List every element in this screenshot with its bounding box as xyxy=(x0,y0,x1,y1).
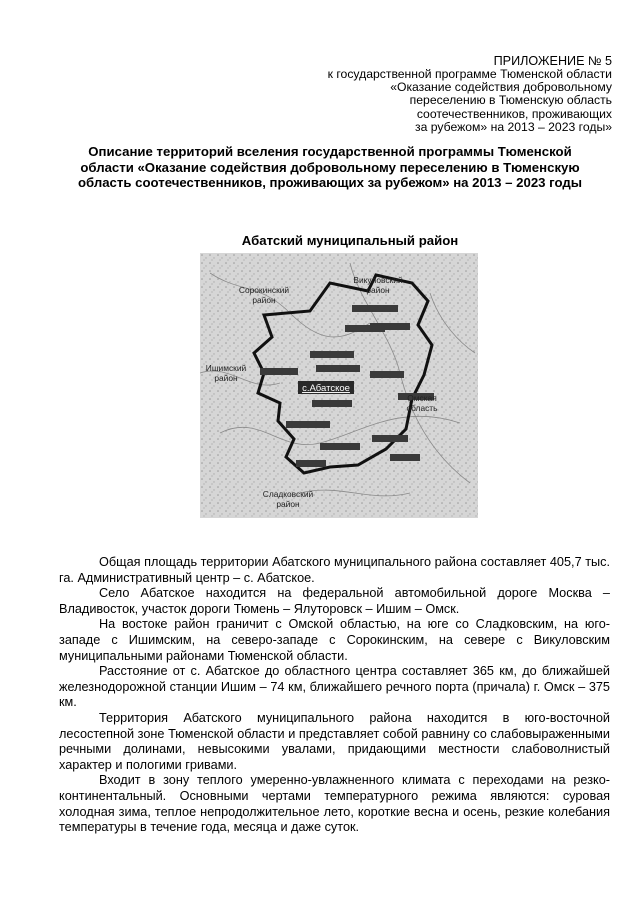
paragraph-territory: Территория Абатского муниципального района находится в юго-восточной лесостепной зоне Тюменской области и представляет собой равнину со слабовыраженными речными долинами, невысокими увалами, придающими местности слабоволнистый характер и пологими гривами. xyxy=(59,710,610,772)
center-label: с.Абатское xyxy=(302,383,350,394)
label-vikulovsky: Викуловский xyxy=(353,275,403,285)
section-title: Абатский муниципальный район xyxy=(241,233,459,248)
appendix-line: к государственной программе Тюменской области xyxy=(327,67,612,81)
label-sorokinsky: Сорокинский xyxy=(238,285,290,295)
label-omsk: Омская xyxy=(407,393,437,403)
appendix-line: соотечественников, проживающих xyxy=(416,106,612,121)
district-map-svg xyxy=(200,253,478,518)
label-sladkovsky-suffix: район xyxy=(276,499,300,509)
label-ishimsky-suffix: район xyxy=(214,373,238,383)
document-title: Описание территорий вселения государственной программы Тюменской области «Оказание содействия добровольному переселению в Тюменскую область соотечественников, проживающих за рубежом» на 2013 – 2023 годы xyxy=(77,144,583,191)
appendix-heading: ПРИЛОЖЕНИЕ № 5 xyxy=(493,54,612,68)
label-omsk-suffix: область xyxy=(406,403,438,413)
label-sorokinsky-suffix: район xyxy=(252,295,276,305)
label-sladkovsky: Сладковский xyxy=(262,489,314,499)
paragraph-climate: Входит в зону теплого умеренно-увлажненного климата с переходами на резко-континентальный. Основными чертами температурного режима являются: суровая холодная зима, теплое непродолжительное лето, короткие весна и осень, резкие колебания температуры в течение года, месяца и даже суток. xyxy=(59,773,610,835)
body-text xyxy=(59,555,610,836)
paragraph-area: Общая площадь территории Абатского муниципального района составляет 405,7 тыс. га. Административный центр – с. Абатское. xyxy=(59,555,610,585)
appendix-line: за рубежом» на 2013 – 2023 годы» xyxy=(415,119,612,134)
label-ishimsky: Ишимский xyxy=(205,363,247,373)
appendix-header xyxy=(252,54,612,134)
appendix-line: переселению в Тюменскую область xyxy=(409,93,612,108)
paragraph-borders: На востоке район граничит с Омской областью, на юге со Сладковским, на юго-западе с Ишимским, на северо-западе с Сорокинским, на севере с Викуловским муниципальными районами Тюменской области. xyxy=(59,617,610,663)
paragraph-road: Село Абатское находится на федеральной автомобильной дороге Москва – Владивосток, участок дороги Тюмень – Ялуторовск – Ишим – Омск. xyxy=(59,586,610,616)
district-map xyxy=(200,253,478,518)
label-vikulovsky-suffix: район xyxy=(366,285,390,295)
appendix-line: «Оказание содействия добровольному xyxy=(390,80,612,95)
paragraph-distance: Расстояние от с. Абатское до областного центра составляет 365 км, до ближайшей железнодорожной станции Ишим – 74 км, ближайшего речного порта (причала) г. Омск – 375 км. xyxy=(59,664,610,710)
